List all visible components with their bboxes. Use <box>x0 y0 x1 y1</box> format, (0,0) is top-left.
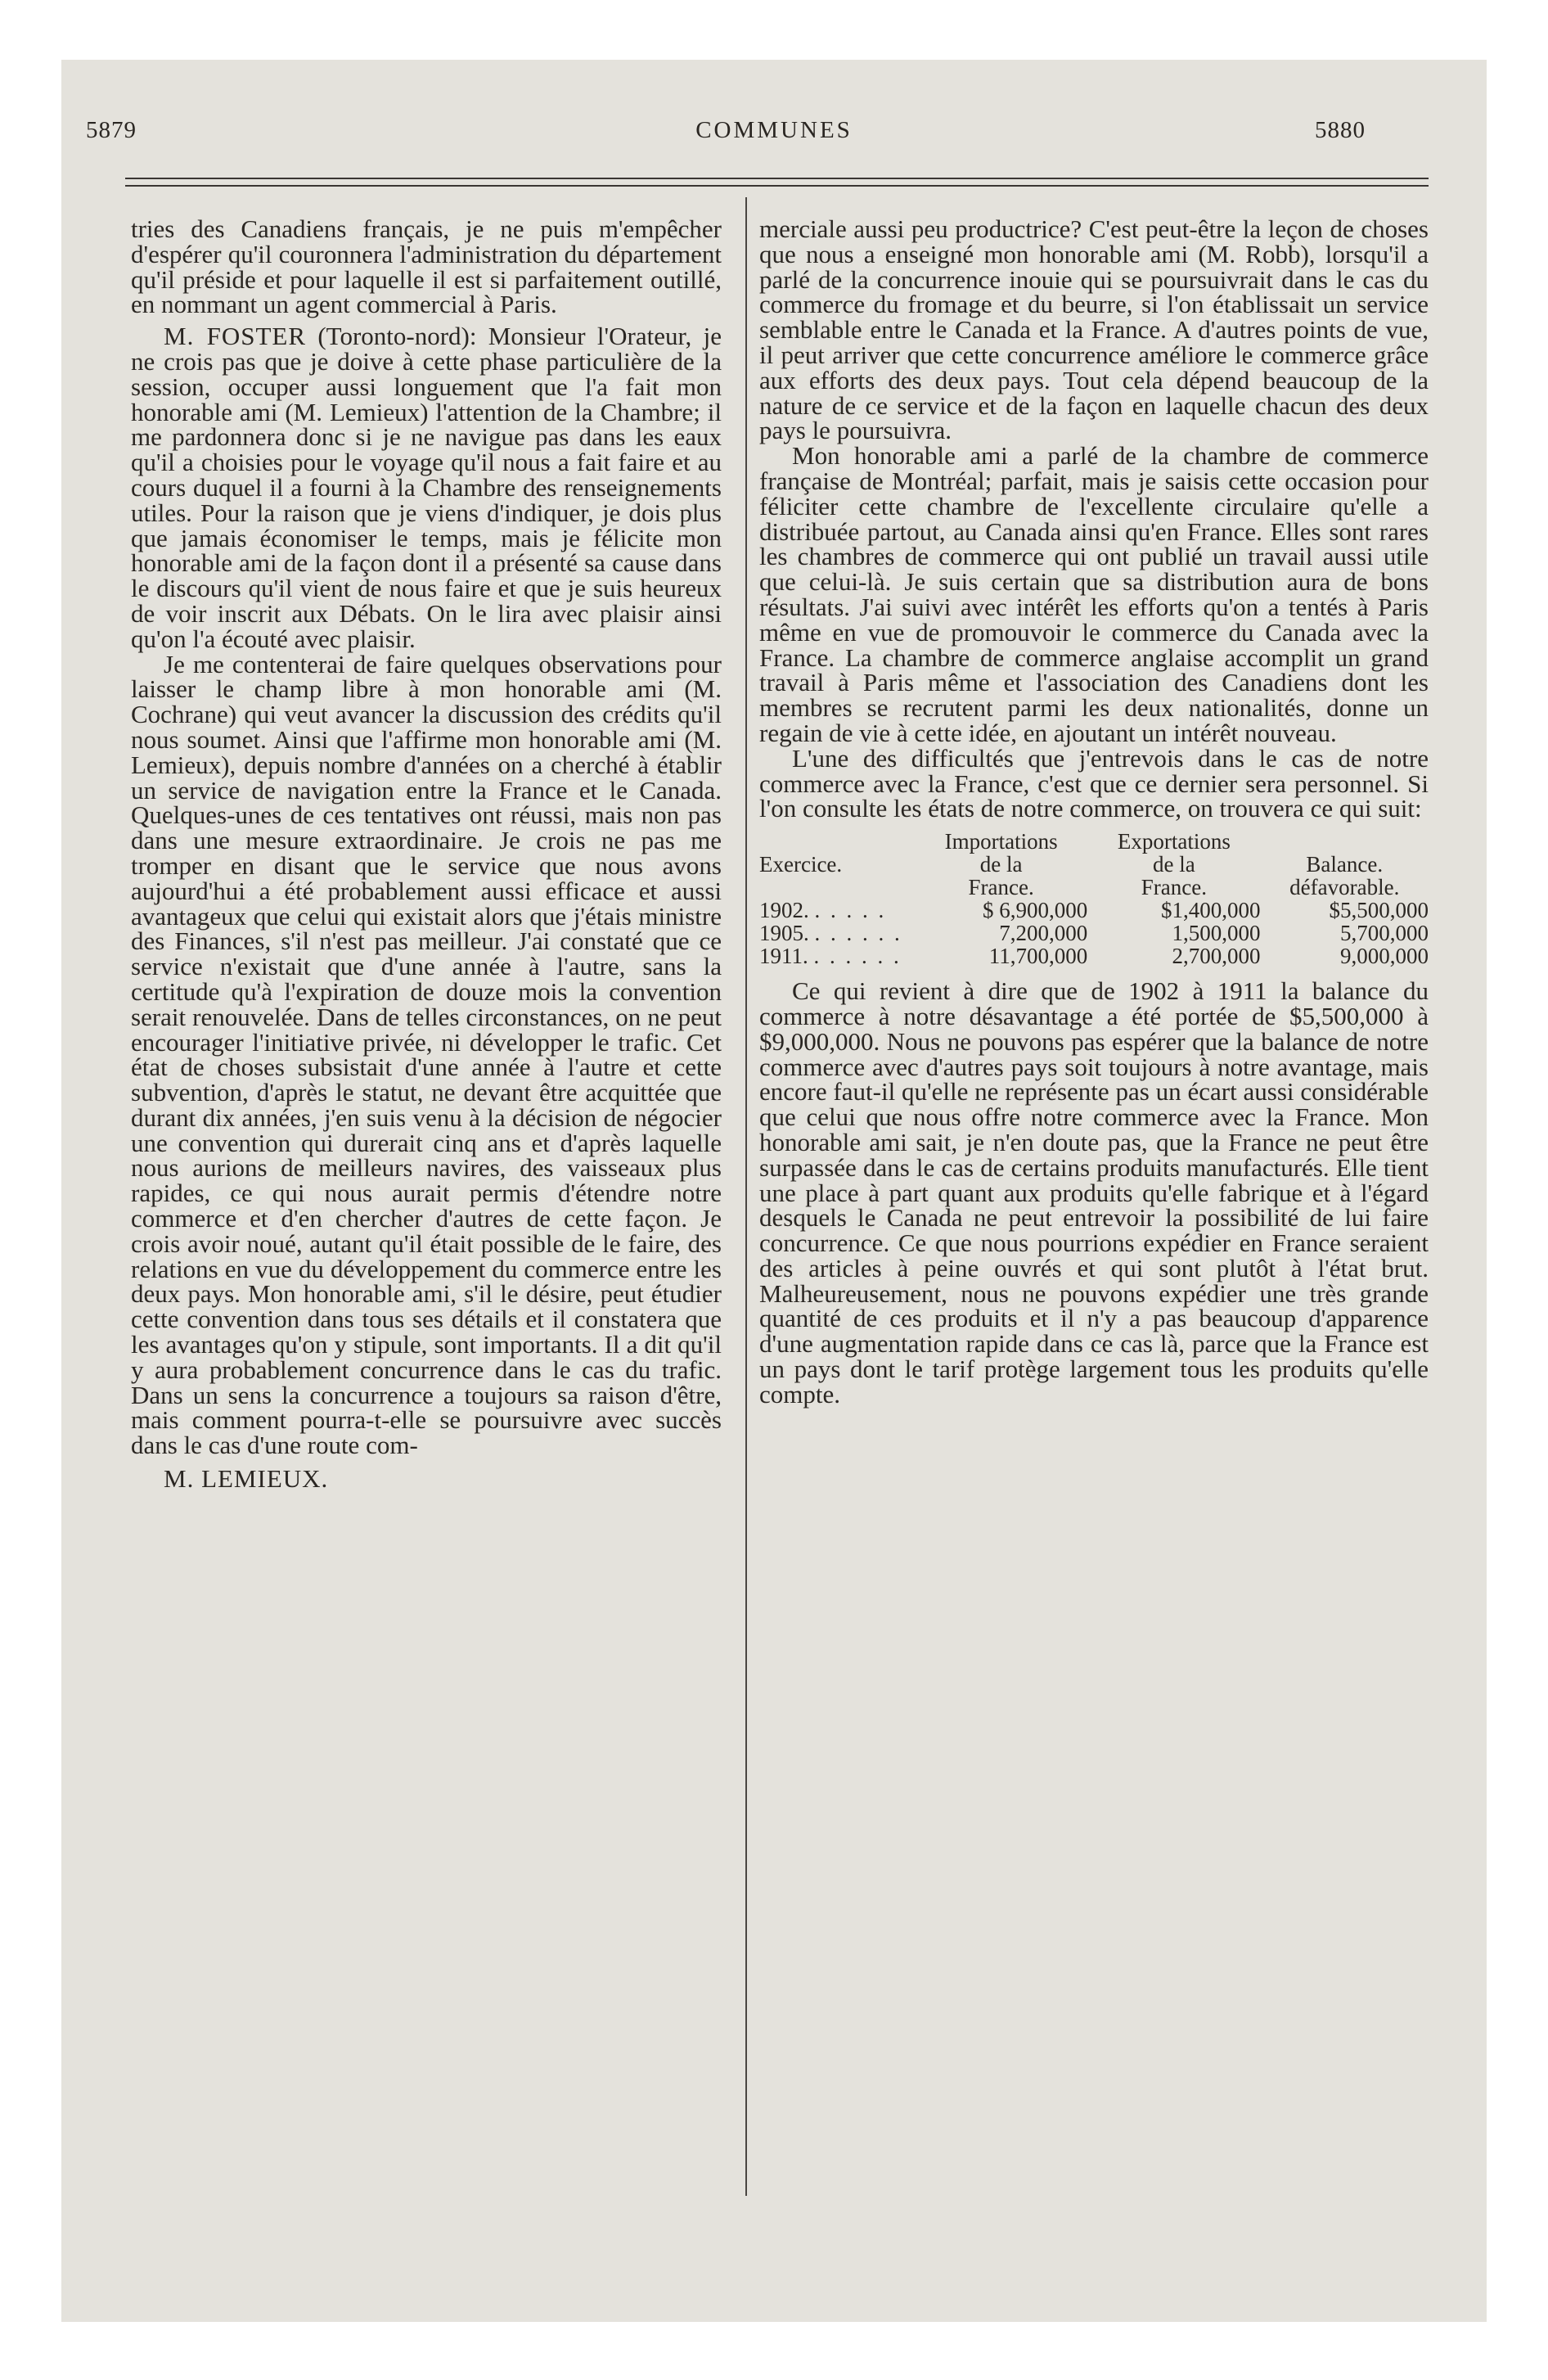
right-paragraph-3: L'une des difficultés que j'entrevois dans le cas de notre commerce avec la France, c'est que ce dernier sera personnel. Si l'on consulte les états de notre commerce, on trouvera ce qui suit: <box>759 743 1429 823</box>
exports-cell: $1,400,000 <box>1161 898 1261 923</box>
table-header-row: France. France. défavorable. <box>968 875 1400 900</box>
leader-dots: . . . . . . <box>813 944 902 969</box>
foster-speech <box>131 324 722 651</box>
page-number-right: 5880 <box>1315 117 1366 143</box>
page <box>61 60 1487 2322</box>
balance-cell: $5,500,000 <box>1329 898 1429 923</box>
table-header-row: Importations Exportations <box>944 829 1231 854</box>
table-row <box>759 944 1429 967</box>
exports-cell: 2,700,000 <box>1172 944 1261 969</box>
speaker-riding: (Toronto-nord): <box>317 322 477 351</box>
speaker-name: M. FOSTER <box>164 322 307 351</box>
leader-dots: . . . . . <box>814 898 887 923</box>
table-row <box>759 899 1429 922</box>
left-column <box>131 214 722 1494</box>
exports-cell: 1,500,000 <box>1172 921 1261 946</box>
imports-cell: $ 6,900,000 <box>983 898 1088 923</box>
balance-cell: 9,000,000 <box>1340 944 1429 969</box>
leader-dots: . . . . . . <box>814 921 902 946</box>
header-rule-top <box>125 178 1429 179</box>
imports-cell: 11,700,000 <box>988 944 1088 969</box>
left-paragraph-1: tries des Canadiens français, je ne puis m'empêcher d'espérer qu'il couronnera l'administration du département qu'il préside et pour laquelle il est si parfaitement outillé, en nommant un agent commercial à Paris. <box>131 214 722 319</box>
balance-cell: 5,700,000 <box>1340 921 1429 946</box>
page-header-title: COMMUNES <box>695 117 853 143</box>
right-column <box>759 214 1429 1409</box>
left-paragraph-3: Je me contenterai de faire quelques observations pour laisser le champ libre à mon honorable ami (M. Cochrane) qui veut avancer la discussion des crédits qu'il nous soumet. Ainsi que l'affirme mon honorable ami (M. Lemieux), depuis nombre d'années on a cherché à établir un service de navigation entre la France et le Canada. Quelques-unes de ces tentatives ont réussi, mais non pas dans une mesure extraordinaire. Je crois ne pas me tromper en disant que le service que nous avons aujourd'hui a été probablement aussi efficace et aussi avantageux que celui qui existait alors que j'étais ministre des Finances, s'il n'est pas meilleur. J'ai constaté que ce service n'existait que d'une année à l'autre, sans la certitude qu'à l'expiration de douze mois la convention serait renouvelée. Dans de telles circonstances, on ne peut encourager l'initiative privée, ni développer le trafic. Cet état de choses subsistait d'une année à l'autre et cette subvention, d'après le statut, ne devant être acquittée que durant dix années, j'en suis venu à la décision de négocier une convention qui durerait cinq ans et d'après laquelle nous aurions de meilleurs navires, des vaisseaux plus rapides, ce qui nous aurait permis d'étendre notre commerce et d'en chercher d'autres de cette façon. Je crois avoir noué, autant qu'il était possible de le faire, des relations en vue du développement du commerce entre les deux pays. Mon honorable ami, s'il le désire, peut étudier cette convention dans tous ses détails et il constatera que les avantages qu'on y stipule, sont importants. Il a dit qu'il y aura probablement concurrence dans le cas du trafic. Dans un sens la concurrence a toujours sa raison d'être, mais comment pourra-t-elle se poursuivre avec succès dans le cas d'une route com- <box>131 649 722 1460</box>
table-row <box>759 922 1429 944</box>
header-rule-bottom <box>125 185 1429 187</box>
year-cell: 1905. <box>759 921 809 946</box>
trade-table <box>759 830 1429 967</box>
year-cell: 1911. <box>759 944 808 969</box>
imports-cell: 7,200,000 <box>999 921 1088 946</box>
speech-text: Monsieur l'Orateur, je ne crois pas que je doive à cette phase particulière de la session, occuper aussi longuement que l'a fait mon honorable ami (M. Lemieux) l'attention de la Chambre; il me pardonnera donc si je ne navigue pas dans les eaux qu'il a choisies pour le voyage qu'il nous a fait faire et au cours duquel il a fourni à la Chambre des renseignements utiles. Pour la raison que je viens d'indiquer, je dois plus que jamais économiser le temps, mais je félicite mon honorable ami de la façon dont il a présenté sa cause dans le discours qu'il vient de nous faire et que je suis heureux de voir inscrit aux Débats. On le lira avec plaisir ainsi qu'on l'a écouté avec plaisir. <box>131 322 722 653</box>
right-paragraph-4: Ce qui revient à dire que de 1902 à 1911 la balance du commerce à notre désavantage a été portée de $5,500,000 à $9,000,000. Nous ne pouvons pas espérer que la balance de notre commerce avec d'autres pays soit toujours à notre avantage, mais encore faut-il qu'elle ne représente pas un écart aussi considérable que celui que nous offre notre commerce avec la France. Mon honorable ami sait, je n'en doute pas, que la France ne peut être surpassée dans le cas de certains produits manufacturés. Elle tient une place à part quant aux produits qu'elle fabrique et à l'égard desquels le Canada ne peut entrevoir la possibilité de lui faire concurrence. Ce que nous pourrions expédier en France seraient des articles à peine ouvrés et qui sont plutôt à l'état brut. Malheureusement, nous ne pouvons expédier une très grande quantité de ces produits et il n'y a pas beaucoup d'apparence d'une augmentation rapide dans ce cas là, parce que la France est un pays dont le tarif protège largement tous les produits qu'elle compte. <box>759 976 1429 1409</box>
speaker-signature: M. LEMIEUX. <box>164 1464 329 1494</box>
column-divider <box>745 197 747 2196</box>
right-paragraph-1: merciale aussi peu productrice? C'est peut-être la leçon de choses que nous a enseigné mon honorable ami (M. Robb), lorsqu'il a parlé de la concurrence inouie qui se poursuivrait dans le cas du commerce du fromage et du beurre, si l'on établissait un service semblable entre le Canada et la France. A d'autres points de vue, il peut arriver que cette concurrence améliore le commerce grâce aux efforts des deux pays. Tout cela dépend beaucoup de la nature de ce service et de la façon en laquelle chacun des deux pays le poursuivra. <box>759 214 1429 445</box>
year-cell: 1902. <box>759 898 809 923</box>
page-number-left: 5879 <box>86 117 137 143</box>
right-paragraph-2: Mon honorable ami a parlé de la chambre de commerce française de Montréal; parfait, mais je saisis cette occasion pour féliciter cette chambre de l'excellente circulaire qu'elle a distribuée partout, au Canada ainsi qu'en France. Elles sont rares les chambres de commerce qui ont publié un travail aussi utile que celui-là. Je suis certain que sa distribution aura de bons résultats. J'ai suivi avec intérêt les efforts qu'on a tentés à Paris même en vue de promouvoir le commerce du Canada avec la France. La chambre de commerce anglaise accomplit un grand travail à Paris même et l'association des Canadiens dont les membres se recrutent parmi les deux nationalités, donne un regain de vie à cette idée, en ajoutant un intérêt nouveau. <box>759 441 1429 747</box>
table-header-row: Exercice. de la de la Balance. <box>759 852 1384 877</box>
